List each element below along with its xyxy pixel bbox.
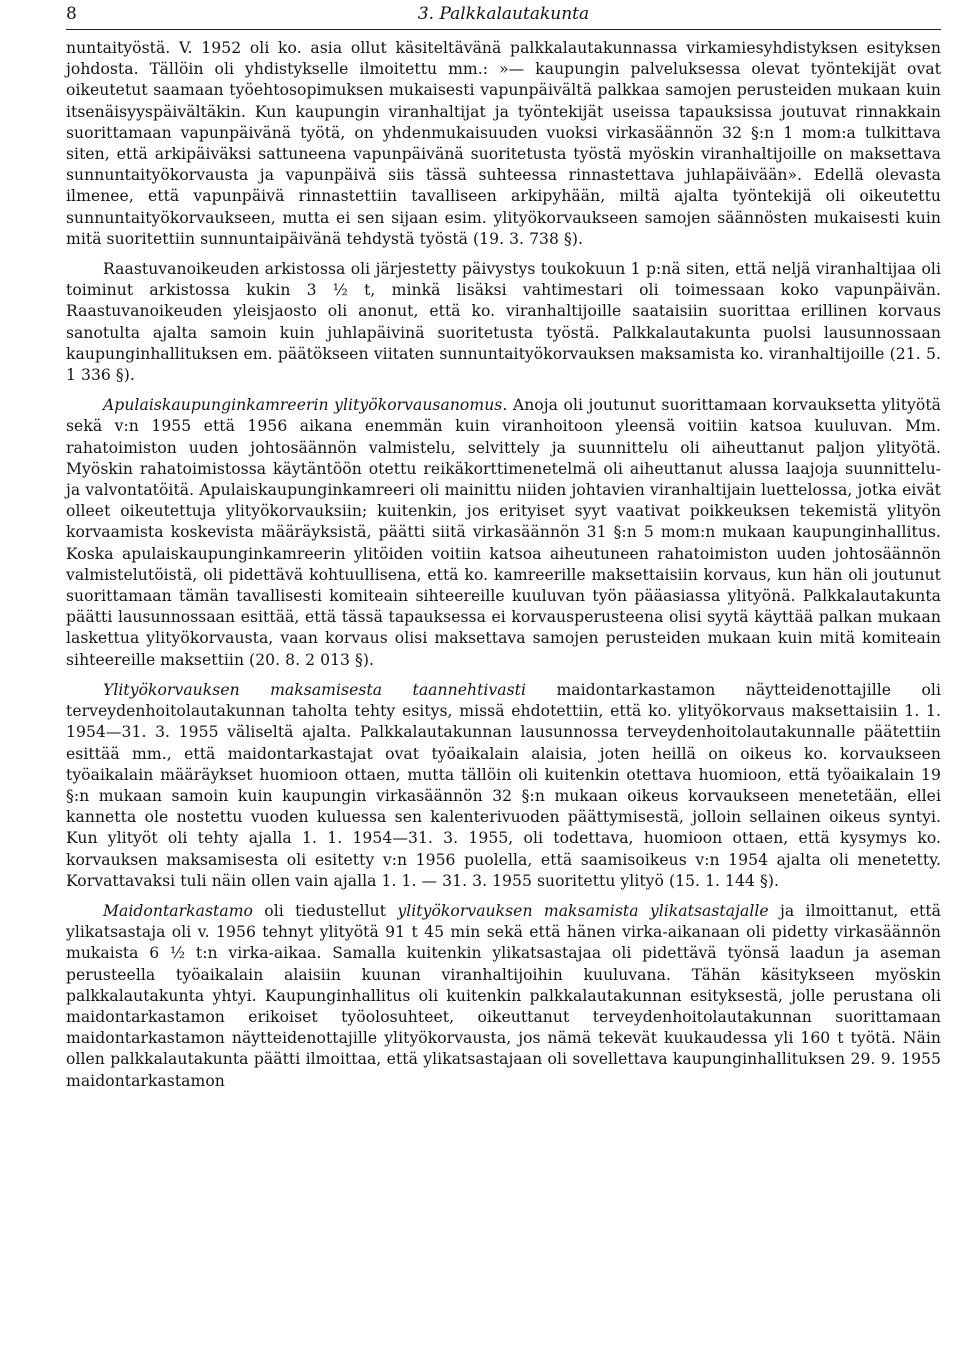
section-heading-italic: Ylityökorvauksen maksamisesta taannehtivasti (103, 680, 527, 699)
paragraph-4 (66, 680, 941, 892)
page-number: 8 (66, 4, 77, 24)
paragraph-1 (66, 38, 941, 250)
page-header (66, 0, 941, 38)
body-text (66, 38, 941, 1092)
paragraph-text: Raastuvanoikeuden arkistossa oli järjestetty päivystys toukokuun 1 p:nä siten, että neljä viranhaltijaa oli toiminut arkistossa kukin 3 ½ t, minkä lisäksi vahtimestari oli toimessaan koko vapunpäivän. Raastuvanoikeuden yleisjaosto oli anonut, että ko. viranhaltijoille saataisiin suorittaa erillinen korvaus sanotulta ajalta samoin kuin juhlapäivinä suoritetusta työstä. Palkkalautakunta puolsi lausunnossaan kaupunginhallituksen em. päätökseen viitaten sunnuntaityökorvauksen maksamista ko. viranhaltijoille (21. 5. 1 336 §). (66, 260, 941, 385)
section-heading-italic: Maidontarkastamo (103, 901, 253, 920)
paragraph-3 (66, 395, 941, 671)
paragraph-text: oli tiedustellut (252, 901, 398, 920)
paragraph-2 (66, 259, 941, 386)
paragraph-text: ja ilmoittanut, että ylikatsastaja oli v. 1956 tehnyt ylityötä 91 t 45 min sekä että hänen virka-aikanaan oli pidetty virkasäännön mukaista 6 ½ t:n virka-aikaa. Samalla kuitenkin ylikatsastajaa oli pidettävä työnsä laadun ja aseman perusteella työaikalain alaisiin kuunan viranhaltijoihin kuuluvana. Tähän käsitykseen myöskin palkkalautakunta yhtyi. Kaupunginhallitus oli kuitenkin palkkalautakunnan esityksestä, jolle perustana oli maidontarkastamon erikoiset työolosuhteet, oikeuttanut terveydenhoitolautakunnan suorittamaan maidontarkastamon näytteidenottajille ylityökorvausta, jos nämä tekevät kuukaudessa yli 160 t työtä. Näin ollen palkkalautakunta päätti ilmoittaa, että ylikatsastajaan oli sovellettava kaupunginhallituksen 29. 9. 1955 maidontarkastamon (66, 901, 942, 1090)
section-heading-italic: Apulaiskaupunginkamreerin ylityökorvausanomus. (103, 396, 508, 415)
section-heading-italic: ylityökorvauksen maksamista ylikatsastajalle (397, 901, 769, 920)
running-head: 3. Palkkalautakunta (417, 4, 590, 24)
paragraph-text: maidontarkastamon näytteidenottajille oli terveydenhoitolautakunnan taholta tehty esitys, missä ehdotettiin, että ko. ylityökorvaus maksettaisiin 1. 1. 1954—31. 3. 1955 väliseltä ajalta. Palkkalautakunnan lausunnossa terveydenhoitolautakunnalle päätettiin esittää mm., että maidontarkastajat ovat työaikalain alaisia, joten heillä on oikeus ko. korvaukseen työaikalain määräykset huomioon ottaen, mutta tällöin oli kuitenkin otettava huomioon, että työaikalain 19 §:n mukaan samoin kuin kaupungin virkasäännön 32 §:n mukaan oikeus korvaukseen menetetään, ellei kannetta ole nostettu vuoden kuluessa sen kalenterivuoden päättymisestä, jolloin sellainen oikeus syntyi. Kun ylityöt oli tehty ajalla 1. 1. 1954—31. 3. 1955, oli todettava, huomioon ottaen, että kysymys ko. korvauksen maksamisesta oli esitetty v:n 1956 puolella, että saamisoikeus v:n 1954 ajalta oli menetetty. Korvattavaksi tuli näin ollen vain ajalla 1. 1. — 31. 3. 1955 suoritettu ylityö (15. 1. 144 §). (66, 680, 941, 890)
paragraph-text: Anoja oli joutunut suorittamaan korvauksetta ylityötä sekä v:n 1955 että 1956 aikana enemmän kuin viranhoitoon yleensä voitiin katsoa kuuluvan. Mm. rahatoimiston uuden johtosäännön valmistelu, selvittely ja suunnittelu oli aiheuttanut paljon ylityötä. Myöskin rahatoimistossa käytäntöön otettu reikäkorttimenetelmä oli aiheuttanut alussa laajoja suunnittelu- ja valvontatöitä. Apulaiskaupunginkamreeri oli mainittu niiden johtavien viranhaltijain luettelossa, jotka eivät olleet oikeutettuja ylityökorvauksiin; kuitenkin, jos erityiset syyt vaativat poikkeuksen tekemistä ylityön korvaamista koskevista määräyksistä, päätti siitä virkasäännön 31 §:n 5 mom:n mukaan kaupunginhallitus. Koska apulaiskaupunginkamreerin ylitöiden voitiin katsoa aiheutuneen rahatoimiston uuden johtosäännön valmistelutöistä, oli pidettävä kohtuullisena, että ko. kamreerille maksettaisiin korvaus, kun hän oli joutunut suorittamaan tämän tavallisesti komiteain sihteereille kuuluvan työn pääasiassa ylityönä. Palkkalautakunta päätti lausunnossaan esittää, että tässä tapauksessa ei korvausperusteena olisi syytä käyttää palkan mukaan laskettua ylityökorvausta, vaan korvaus olisi maksettava samojen perusteiden mukaan kuin mitä komiteain sihteereille maksettiin (20. 8. 2 013 §). (66, 396, 941, 669)
header-rule (66, 29, 941, 30)
paragraph-5 (66, 901, 941, 1092)
paragraph-text: nuntaityöstä. V. 1952 oli ko. asia ollut käsiteltävänä palkkalautakunnassa virkamiesyhdistyksen esityksen johdosta. Tällöin oli yhdistykselle ilmoitettu mm.: »— kaupungin palveluksessa olevat työntekijät ovat oikeutetut saamaan työehtosopimuksen mukaisesti vapunpäivältä palkkaa samojen perusteiden mukaan kuin itsenäisyyspäivältäkin. Kun kaupungin viranhaltijat ja työntekijät useissa tapauksissa joutuvat rinnakkain suorittamaan vapunpäivänä työtä, on yhdenmukaisuuden vuoksi virkasäännön 32 §:n 1 mom:a tulkittava siten, että arkipäiväksi sattuneena vapunpäivänä suoritetusta työstä myöskin viranhaltijoille on maksettava sunnuntaityökorvausta ja vapunpäivä siis tässä suhteessa rinnastettava juhlapäivään». Edellä olevasta ilmenee, että vapunpäivä rinnastettiin tavalliseen arkipyhään, miltä ajalta työntekijä oli oikeutettu sunnuntaityökorvaukseen, mutta ei sen sijaan esim. ylityökorvaukseen samojen säännösten mukaisesti kuin mitä suoritettiin sunnuntaipäivänä tehdystä työstä (19. 3. 738 §). (66, 39, 941, 248)
